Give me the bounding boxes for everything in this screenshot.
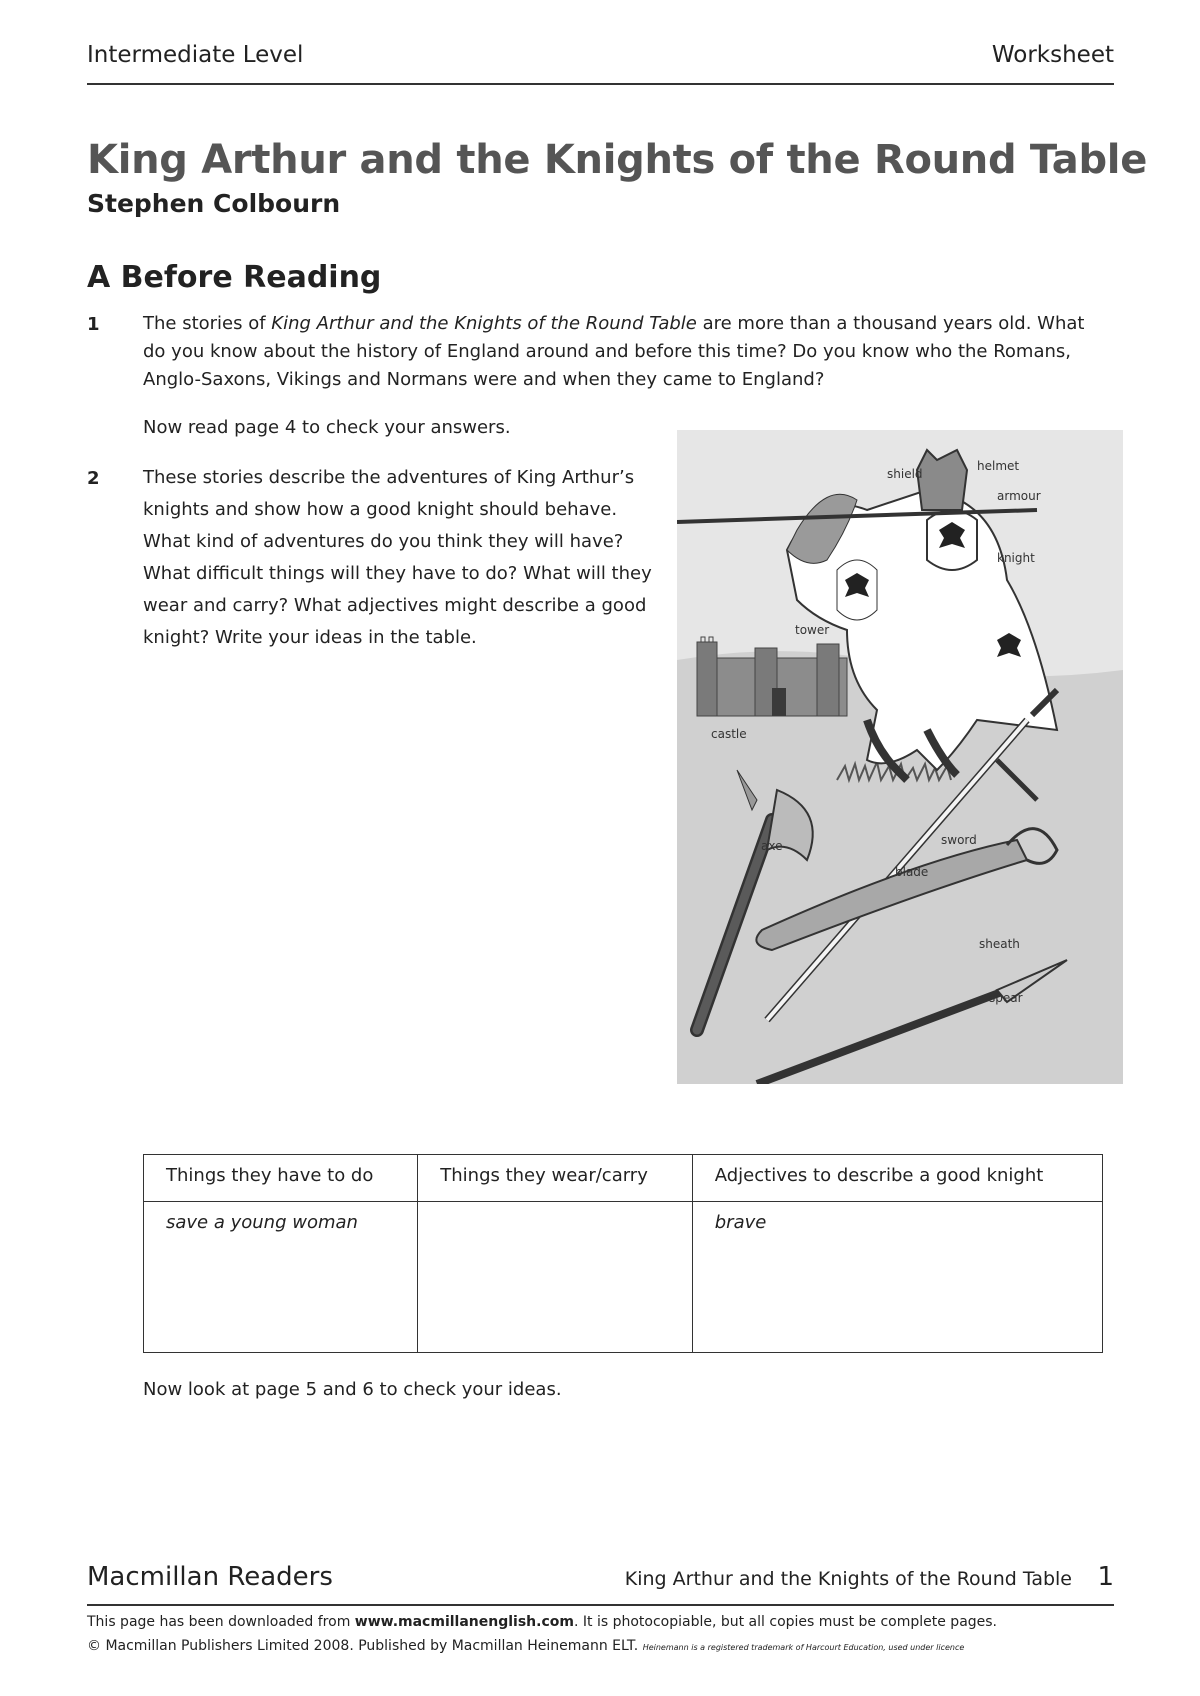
page-number: 1 xyxy=(1097,1562,1114,1592)
table-cell[interactable] xyxy=(418,1202,693,1353)
table-header: Things they wear/carry xyxy=(418,1155,693,1202)
label-blade: blade xyxy=(895,865,929,879)
table-cell[interactable]: save a young woman xyxy=(144,1202,418,1353)
q1-text xyxy=(143,310,1103,394)
table-header: Things they have to do xyxy=(144,1155,418,1202)
table-row xyxy=(144,1202,1103,1353)
legal-line-1 xyxy=(87,1614,997,1630)
table-header-row xyxy=(144,1155,1103,1202)
knight-illustration xyxy=(677,430,1123,1084)
page-title: King Arthur and the Knights of the Round Table xyxy=(87,137,1148,183)
knight-illustration-svg xyxy=(677,430,1123,1084)
q1-text-after: are more than a thousand years old. What do you know about the history of England around and before this time? Do you know who the Romans, Anglo-Saxons, Vikings and Normans were and when they came to England? xyxy=(143,313,1085,390)
q1-followup: Now read page 4 to check your answers. xyxy=(143,417,511,438)
legal-line-2 xyxy=(87,1638,964,1654)
q2-number: 2 xyxy=(87,468,100,489)
table-header: Adjectives to describe a good knight xyxy=(692,1155,1102,1202)
q1-book-title: King Arthur and the Knights of the Round Table xyxy=(271,313,697,334)
label-tower: tower xyxy=(795,623,830,637)
footer-rule xyxy=(87,1604,1114,1606)
author: Stephen Colbourn xyxy=(87,189,341,218)
label-sheath: sheath xyxy=(979,937,1020,951)
footer-brand: Macmillan Readers xyxy=(87,1562,333,1592)
header-level: Intermediate Level xyxy=(87,42,304,68)
label-castle: castle xyxy=(711,727,747,741)
q2-text: These stories describe the adventures of King Arthur’s knights and show how a good knight should behave. What kind of adventures do you think they will have? What difficult things will they have to do? What will they wear and carry? What adjectives might describe a good knight? Write your ideas in the table. xyxy=(143,467,652,648)
footer-book-title: King Arthur and the Knights of the Round Table xyxy=(624,1568,1072,1590)
label-helmet: helmet xyxy=(977,459,1020,473)
q1-number: 1 xyxy=(87,314,100,335)
label-sword: sword xyxy=(941,833,977,847)
legal-text-b: . It is photocopiable, but all copies must be complete pages. xyxy=(573,1614,998,1630)
label-knight: knight xyxy=(997,551,1035,565)
after-table-note: Now look at page 5 and 6 to check your ideas. xyxy=(143,1379,562,1400)
ideas-table xyxy=(143,1154,1103,1353)
table-cell[interactable]: brave xyxy=(692,1202,1102,1353)
header-worksheet: Worksheet xyxy=(991,42,1114,68)
q1-text-before: The stories of xyxy=(143,313,272,334)
label-spear: spear xyxy=(989,991,1023,1005)
label-axe: axe xyxy=(761,839,783,853)
section-heading: A Before Reading xyxy=(87,260,382,295)
legal-copyright: © Macmillan Publishers Limited 2008. Published by Macmillan Heinemann ELT. xyxy=(87,1638,639,1654)
legal-trademark: Heinemann is a registered trademark of Harcourt Education, used under licence xyxy=(642,1643,965,1652)
legal-url-link[interactable]: www.macmillanenglish.com xyxy=(354,1614,574,1630)
label-shield: shield xyxy=(887,467,923,481)
header-rule xyxy=(87,83,1114,85)
label-armour: armour xyxy=(997,489,1041,503)
legal-text-a: This page has been downloaded from xyxy=(87,1614,355,1630)
